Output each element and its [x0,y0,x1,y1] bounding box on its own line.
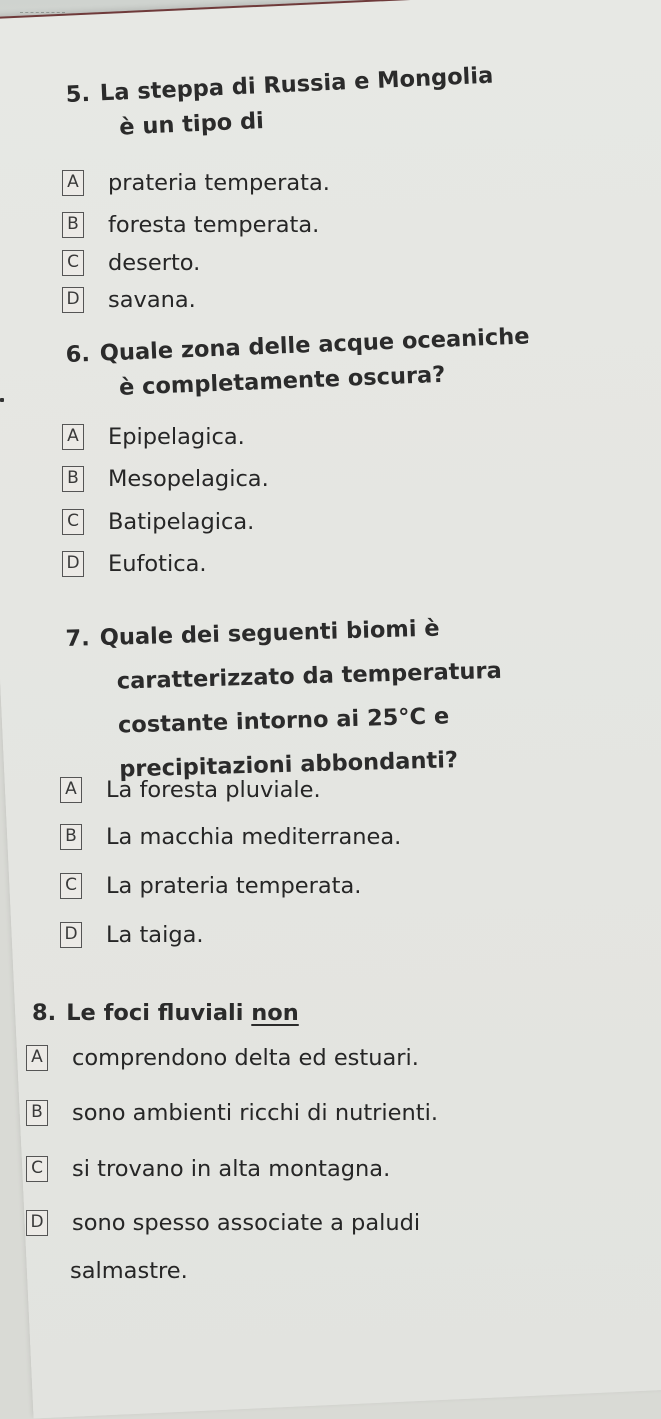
option-letter: C [60,873,82,899]
question-number: 7. [65,625,91,652]
option-6c[interactable] [62,509,254,535]
option-8d[interactable] [26,1210,420,1236]
option-text: sono spesso associate a paludi [72,1210,421,1236]
question-text-line: è un tipo di [118,107,265,141]
option-7c[interactable] [60,873,361,899]
option-letter: D [60,922,82,948]
option-8c[interactable] [26,1156,390,1182]
option-letter: C [62,509,84,535]
question-text-line: è completamente oscura? [118,361,446,401]
question-text-underlined: non [251,1000,299,1026]
option-6d[interactable] [62,551,207,577]
question-text-line: Quale dei seguenti biomi è [99,615,440,652]
question-5 [65,59,496,148]
question-text-line: Quale zona delle acque oceaniche [99,323,530,367]
option-letter: B [62,466,84,492]
question-text-line: Le foci fluviali [66,1000,252,1026]
option-letter: B [26,1100,48,1126]
option-text: Eufotica. [108,551,207,577]
option-text: La taiga. [106,922,204,948]
option-5d[interactable] [62,287,196,313]
option-text: La foresta pluviale. [106,777,321,803]
option-letter: A [62,170,84,196]
option-7b[interactable] [60,824,401,850]
option-letter: D [62,551,84,577]
option-letter: A [26,1045,48,1071]
option-letter: B [62,212,84,238]
option-letter: A [60,777,82,803]
question-8 [32,996,299,1031]
option-7d[interactable] [60,922,204,948]
question-number: 5. [65,80,91,108]
option-text: Epipelagica. [108,424,245,450]
option-text: deserto. [108,250,201,276]
option-letter: B [60,824,82,850]
question-text-line: caratterizzato da temperatura [116,657,503,695]
question-text-line: La steppa di Russia e Mongolia [99,62,494,107]
option-5a[interactable] [62,170,330,196]
question-text-line: precipitazioni abbondanti? [118,746,459,783]
option-8a[interactable] [26,1045,419,1071]
option-5b[interactable] [62,212,319,238]
question-7 [65,606,505,794]
option-text: salmastre. [70,1258,188,1284]
option-text: comprendono delta ed estuari. [72,1045,419,1071]
option-letter: C [62,250,84,276]
option-letter: D [26,1210,48,1236]
option-6b[interactable] [62,466,269,492]
question-number: 6. [65,341,91,368]
question-number: 8. [32,1000,57,1026]
quiz-content [30,0,640,1322]
option-text: si trovano in alta montagna. [72,1156,391,1182]
option-text: Batipelagica. [108,509,255,535]
option-letter: A [62,424,84,450]
option-text: La macchia mediterranea. [106,824,402,850]
option-7a[interactable] [60,777,321,803]
option-5c[interactable] [62,250,200,276]
option-text: Mesopelagica. [108,466,269,492]
option-text: La prateria temperata. [106,873,362,899]
option-letter: C [26,1156,48,1182]
option-text: savana. [108,287,196,313]
option-text: sono ambienti ricchi di nutrienti. [72,1100,438,1126]
option-6a[interactable] [62,424,245,450]
margin-dot [0,398,4,402]
question-6 [65,319,532,407]
question-text-line: costante intorno ai 25°C e [117,703,450,739]
option-text: prateria temperata. [108,170,330,196]
option-8b[interactable] [26,1100,438,1126]
option-text: foresta temperata. [108,212,320,238]
option-8d-continuation [26,1258,188,1284]
option-letter: D [62,287,84,313]
